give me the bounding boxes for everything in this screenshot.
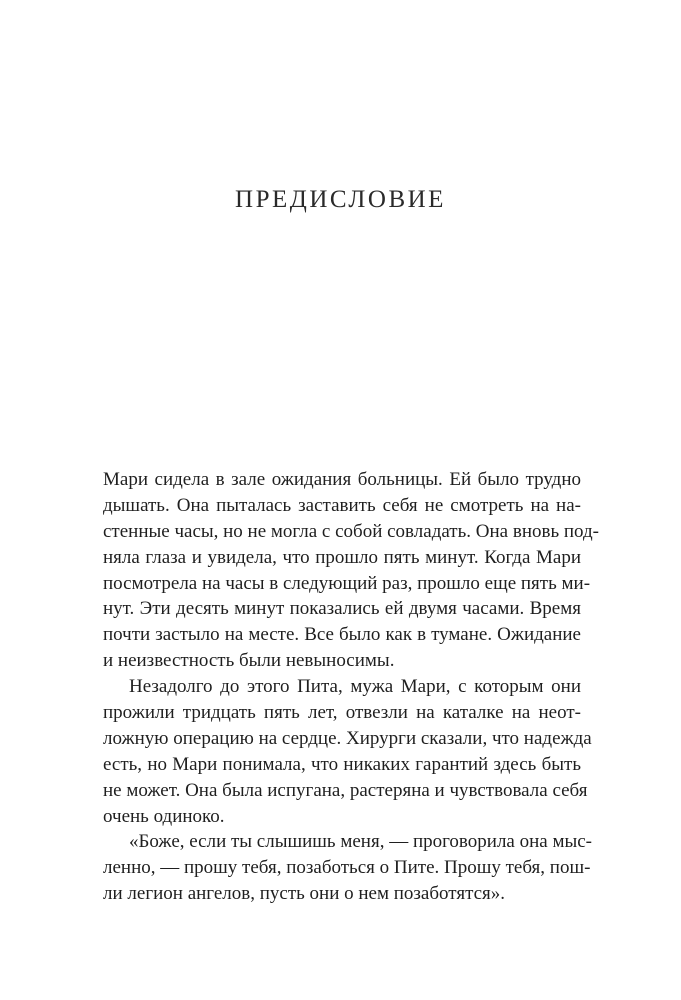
text-line: есть, но Мари понимала, что никаких гарантий здесь быть [103, 753, 581, 775]
text-line: очень одиноко. [103, 805, 225, 827]
text-line: ложную операцию на сердце. Хирурги сказали, что надежда [103, 727, 592, 749]
text-line: ленно, — прошу тебя, позаботься о Пите. Прошу тебя, пош- [103, 857, 591, 879]
text-line: прожили тридцать пять лет, отвезли на каталке на неот- [103, 702, 581, 724]
text-line: «Боже, если ты слышишь меня, — проговорила она мыс- [129, 831, 593, 853]
text-line: стенные часы, но не могла с собой совладать. Она вновь под- [103, 520, 599, 542]
text-line: и неизвестность были невыносимы. [103, 650, 395, 672]
text-line: Незадолго до этого Пита, мужа Мари, с которым они [129, 676, 581, 698]
body-text [103, 467, 599, 907]
text-line: нут. Эти десять минут показались ей двумя часами. Время [103, 598, 581, 620]
text-line: посмотрела на часы в следующий раз, прошло еще пять ми- [103, 572, 591, 594]
text-line: дышать. Она пыталась заставить себя не смотреть на на- [103, 494, 581, 516]
text-line: няла глаза и увидела, что прошло пять минут. Когда Мари [103, 546, 581, 568]
text-line: Мари сидела в зале ожидания больницы. Ей было трудно [103, 469, 581, 490]
chapter-title: ПРЕДИСЛОВИЕ [235, 186, 446, 213]
text-line: почти застыло на месте. Все было как в тумане. Ожидание [103, 624, 581, 646]
text-line: не может. Она была испугана, растеряна и чувствовала себя [103, 779, 588, 801]
text-line: ли легион ангелов, пусть они о нем позаботятся». [103, 883, 506, 905]
